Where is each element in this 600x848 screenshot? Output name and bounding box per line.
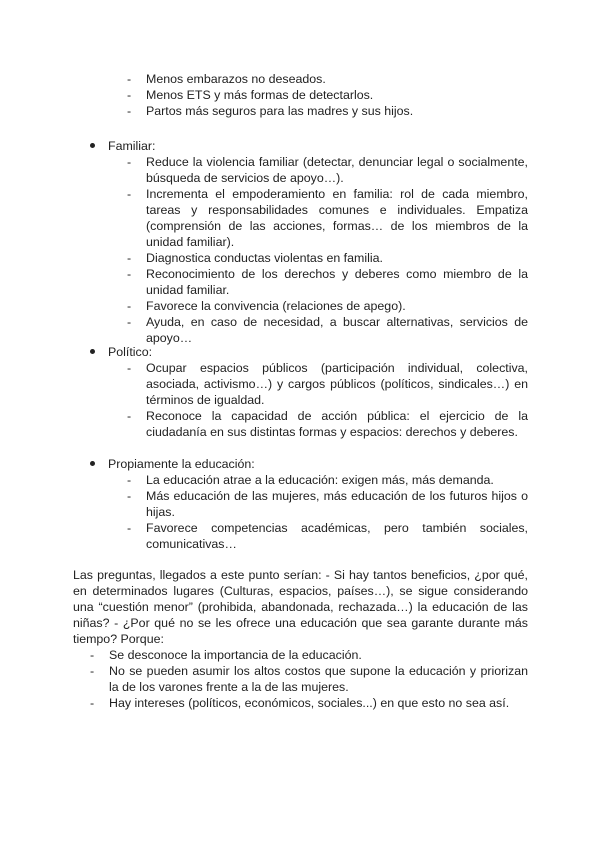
document-page: - Menos embarazos no deseados. - Menos ETS y más formas de detectarlos. - Partos más seguros para las madres y sus hijos. Familiar: - Reduce la violencia familiar (detectar, denunciar legal o socialmente, búsqueda de servicios de apoyo…). - Incrementa el empoderamiento en familia: rol de cada miembro, tareas y responsabilidades comunes e individuales. Empatiza (comprensión de las acciones, formas… de los miembros de la unidad familiar). - Diagnostica conductas violentas en familia. - Reconocimiento de los derechos y deberes como miembro de la unidad familiar. - Favorece la convivencia (relaciones de apego). - Ayuda, en caso de necesidad, a buscar alternativas, servicios de apoyo… Político: - Ocupar espacios públicos (participación individual, colectiva, asociada, activismo…) y cargos públicos (políticos, sindicales…) en términos de igualdad. - Reconoce la capacidad de acción pública: el ejercicio de la ciudadanía en sus distintas formas y espacios: derechos y deberes. Propiamente la educación: - La educación atrae a la educación: exigen más, más demanda. - Más educación de las mujeres, más educación de los futuros hijos o hijas. - Favorece competencias académicas, pero también sociales, comunicativas… Las preguntas, llegados a este punto serían: - Si hay tantos beneficios, ¿por qué, en determinados lugares (Culturas, espacios, países…), se sigue considerando una “cuestión menor” (prohibida, abandonada, rechazada…) la educación de las niñas? - ¿Por qué no se les ofrece una educación que sea garante durante más tiempo? Porque: - Se desconoce la importancia de la educación. - No se pueden asumir los altos costos que supone la educación y priorizan la de los varones frente a la de las mujeres. - Hay intereses (políticos, económicos, sociales...) en que esto no sea así.	[73, 72, 528, 710]
list-item: - Favorece competencias académicas, pero también sociales, comunicativas…	[127, 521, 528, 551]
answers-list	[90, 647, 528, 711]
list-item: - Favorece la convivencia (relaciones de apego).	[127, 299, 406, 313]
dash-marker: -	[127, 155, 132, 169]
list-item: - Incrementa el empoderamiento en familia: rol de cada miembro, tareas y responsabilidades comunes e individuales. Empatiza (comprensión de las acciones, formas… de los miembros de la unidad familiar).	[127, 187, 528, 249]
dash-marker: -	[90, 648, 95, 662]
bullet-icon	[90, 143, 95, 148]
list-item: - Ocupar espacios públicos (participación individual, colectiva, asociada, activismo…) y cargos públicos (políticos, sindicales…) en términos de igualdad.	[127, 361, 528, 407]
list-item: - Reduce la violencia familiar (detectar, denunciar legal o socialmente, búsqueda de servicios de apoyo…).	[127, 155, 528, 185]
list-item: - Hay intereses (políticos, económicos, sociales...) en que esto no sea así.	[90, 696, 510, 710]
intro-list	[127, 71, 528, 119]
list-item: - Partos más seguros para las madres y sus hijos.	[127, 104, 414, 118]
dash-marker: -	[127, 315, 132, 329]
familiar-list	[127, 154, 528, 346]
dash-marker: -	[90, 696, 95, 710]
list-item: - No se pueden asumir los altos costos que supone la educación y priorizan la de los varones frente a la de las mujeres.	[90, 664, 528, 694]
dash-marker: -	[127, 251, 132, 265]
list-item: - Reconoce la capacidad de acción pública: el ejercicio de la ciudadanía en sus distintas formas y espacios: derechos y deberes.	[127, 409, 528, 439]
dash-marker: -	[127, 299, 132, 313]
dash-marker: -	[127, 104, 132, 118]
bullet-icon	[90, 461, 95, 466]
dash-marker: -	[127, 267, 132, 281]
dash-marker: -	[127, 521, 132, 535]
list-item: - Menos ETS y más formas de detectarlos.	[127, 88, 374, 102]
dash-marker: -	[127, 72, 132, 86]
politico-list	[127, 360, 528, 440]
dash-marker: -	[127, 473, 132, 487]
bullet-icon	[90, 349, 95, 354]
dash-marker: -	[90, 664, 95, 678]
list-item: - Reconocimiento de los derechos y deberes como miembro de la unidad familiar.	[127, 267, 528, 297]
list-item: - La educación atrae a la educación: exigen más, más demanda.	[127, 473, 494, 487]
educacion-list	[127, 472, 528, 552]
list-item: - Menos embarazos no deseados.	[127, 72, 326, 86]
dash-marker: -	[127, 187, 132, 201]
dash-marker: -	[127, 361, 132, 375]
dash-marker: -	[127, 88, 132, 102]
list-item: - Más educación de las mujeres, más educación de los futuros hijos o hijas.	[127, 489, 528, 519]
list-item: - Ayuda, en caso de necesidad, a buscar alternativas, servicios de apoyo…	[127, 315, 528, 345]
list-item: - Se desconoce la importancia de la educación.	[90, 648, 362, 662]
list-item: - Diagnostica conductas violentas en familia.	[127, 251, 383, 265]
questions-paragraph: Las preguntas, llegados a este punto serían: - Si hay tantos beneficios, ¿por qué, en determinados lugares (Culturas, espacios, países…), se sigue considerando una “cuestión menor” (prohibida, abandonada, rechazada…) la educación de las niñas? - ¿Por qué no se les ofrece una educación que sea garante durante más tiempo? Porque:	[73, 568, 528, 646]
dash-marker: -	[127, 489, 132, 503]
dash-marker: -	[127, 409, 132, 423]
